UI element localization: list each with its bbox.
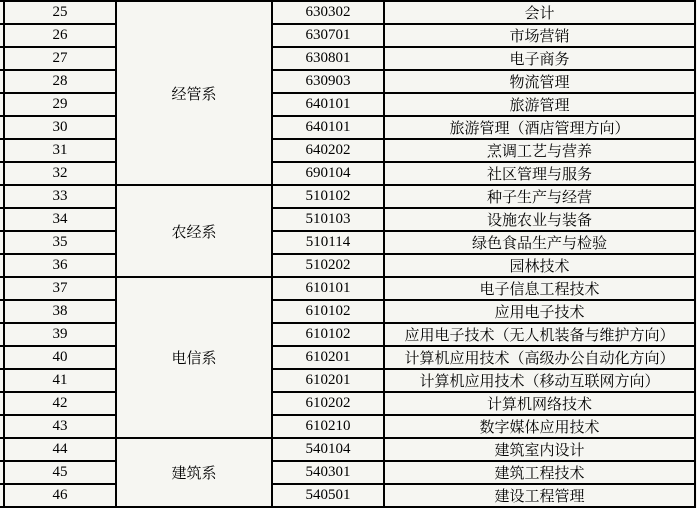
- major-name-cell: 绿色食品生产与检验: [384, 231, 695, 254]
- major-name-cell: 计算机网络技术: [384, 392, 695, 415]
- major-name-cell: 园林技术: [384, 254, 695, 277]
- table-row: [0, 139, 695, 162]
- table-row: [0, 47, 695, 70]
- table-row: [0, 24, 695, 47]
- row-number-cell: 28: [4, 70, 116, 93]
- major-name-cell: 建设工程管理: [384, 484, 695, 507]
- row-number-cell: 35: [4, 231, 116, 254]
- major-name-cell: 会计: [384, 1, 695, 24]
- row-number-cell: 44: [4, 438, 116, 461]
- table-row: [0, 70, 695, 93]
- row-number-cell: 27: [4, 47, 116, 70]
- table-row: [0, 323, 695, 346]
- major-code-cell: 640101: [272, 116, 384, 139]
- row-number-cell: 30: [4, 116, 116, 139]
- row-number-cell: 34: [4, 208, 116, 231]
- row-number-cell: 25: [4, 1, 116, 24]
- department-cell: 电信系: [116, 277, 272, 438]
- major-code-cell: 610102: [272, 323, 384, 346]
- major-name-cell: 旅游管理: [384, 93, 695, 116]
- row-number-cell: 36: [4, 254, 116, 277]
- major-name-cell: 设施农业与装备: [384, 208, 695, 231]
- major-name-cell: 物流管理: [384, 70, 695, 93]
- major-code-cell: 540301: [272, 461, 384, 484]
- major-code-cell: 630801: [272, 47, 384, 70]
- major-name-cell: 建筑室内设计: [384, 438, 695, 461]
- row-number-cell: 29: [4, 93, 116, 116]
- table-row: [0, 415, 695, 438]
- table-row: [0, 277, 695, 300]
- major-name-cell: 计算机应用技术（移动互联网方向）: [384, 369, 695, 392]
- table-row: [0, 162, 695, 185]
- row-number-cell: 38: [4, 300, 116, 323]
- major-name-cell: 市场营销: [384, 24, 695, 47]
- table-row: [0, 254, 695, 277]
- row-number-cell: 43: [4, 415, 116, 438]
- row-number-cell: 40: [4, 346, 116, 369]
- table-row: [0, 231, 695, 254]
- table-row: [0, 461, 695, 484]
- major-name-cell: 种子生产与经营: [384, 185, 695, 208]
- department-cell: 建筑系: [116, 438, 272, 507]
- major-code-cell: 690104: [272, 162, 384, 185]
- major-code-cell: 510102: [272, 185, 384, 208]
- row-number-cell: 41: [4, 369, 116, 392]
- major-code-cell: 630903: [272, 70, 384, 93]
- major-code-cell: 610102: [272, 300, 384, 323]
- table-row: [0, 346, 695, 369]
- table-row: [0, 438, 695, 461]
- table-row: [0, 208, 695, 231]
- major-name-cell: 电子信息工程技术: [384, 277, 695, 300]
- row-number-cell: 32: [4, 162, 116, 185]
- major-name-cell: 社区管理与服务: [384, 162, 695, 185]
- row-number-cell: 37: [4, 277, 116, 300]
- major-code-cell: 630701: [272, 24, 384, 47]
- table-row: [0, 392, 695, 415]
- table-row: [0, 484, 695, 507]
- major-code-cell: 510114: [272, 231, 384, 254]
- major-code-cell: 640101: [272, 93, 384, 116]
- row-number-cell: 39: [4, 323, 116, 346]
- major-name-cell: 应用电子技术（无人机装备与维护方向）: [384, 323, 695, 346]
- major-code-cell: 510202: [272, 254, 384, 277]
- table-row: [0, 116, 695, 139]
- row-number-cell: 31: [4, 139, 116, 162]
- major-name-cell: 数字媒体应用技术: [384, 415, 695, 438]
- department-cell: 农经系: [116, 185, 272, 277]
- row-number-cell: 42: [4, 392, 116, 415]
- major-name-cell: 旅游管理（酒店管理方向）: [384, 116, 695, 139]
- department-cell: 经管系: [116, 1, 272, 185]
- table-row: [0, 185, 695, 208]
- row-number-cell: 46: [4, 484, 116, 507]
- major-code-cell: 540104: [272, 438, 384, 461]
- major-name-cell: 计算机应用技术（高级办公自动化方向）: [384, 346, 695, 369]
- major-code-cell: 630302: [272, 1, 384, 24]
- table-row: [0, 1, 695, 24]
- major-code-cell: 610201: [272, 346, 384, 369]
- major-code-cell: 610202: [272, 392, 384, 415]
- major-name-cell: 电子商务: [384, 47, 695, 70]
- table-row: [0, 300, 695, 323]
- major-name-cell: 建筑工程技术: [384, 461, 695, 484]
- major-code-cell: 610210: [272, 415, 384, 438]
- row-number-cell: 33: [4, 185, 116, 208]
- table-row: [0, 93, 695, 116]
- major-code-cell: 610101: [272, 277, 384, 300]
- major-code-cell: 610201: [272, 369, 384, 392]
- major-name-cell: 应用电子技术: [384, 300, 695, 323]
- major-code-cell: 510103: [272, 208, 384, 231]
- row-number-cell: 26: [4, 24, 116, 47]
- major-code-cell: 540501: [272, 484, 384, 507]
- major-code-cell: 640202: [272, 139, 384, 162]
- table-row: [0, 369, 695, 392]
- major-name-cell: 烹调工艺与营养: [384, 139, 695, 162]
- row-number-cell: 45: [4, 461, 116, 484]
